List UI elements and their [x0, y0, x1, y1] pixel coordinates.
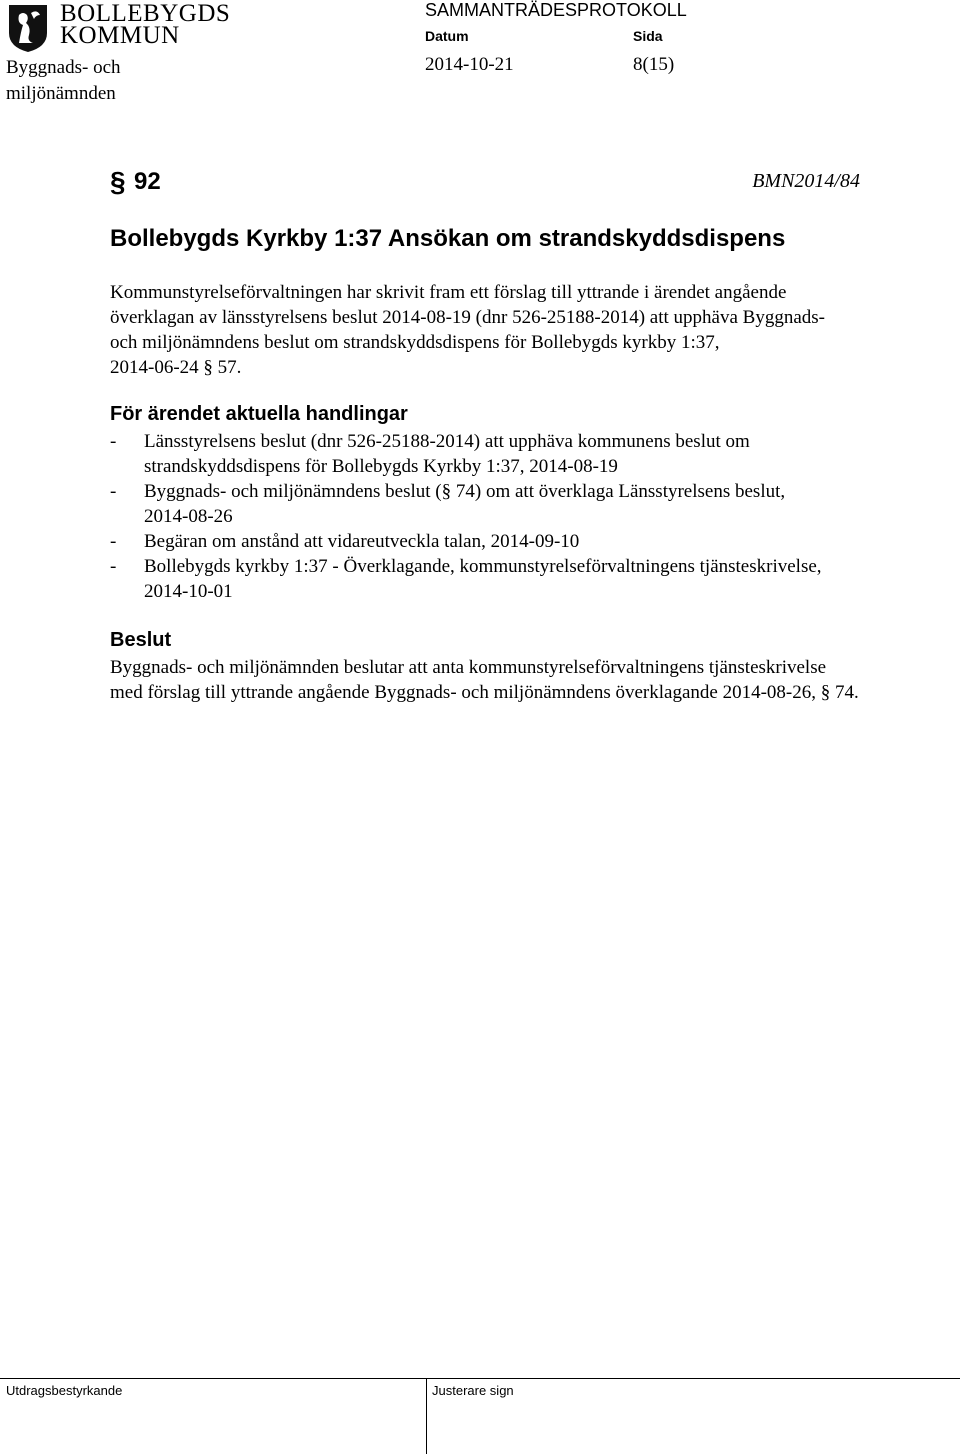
intro-line: överklagan av länsstyrelsens beslut 2014-08-19 (dnr 526-25188-2014) att upphäva Byggnads- [110, 307, 825, 328]
intro-line: och miljönämndens beslut om strandskyddsdispens för Bollebygds kyrkby 1:37, [110, 332, 720, 353]
case-number: BMN2014/84 [752, 170, 860, 192]
list-dash: - [110, 431, 117, 452]
list-item [110, 429, 930, 479]
date-label: Datum [425, 28, 469, 44]
intro-line: Kommunstyrelseförvaltningen har skrivit fram ett förslag till yttrande i ärendet angående [110, 282, 787, 303]
decision-line: med förslag till yttrande angående Byggnads- och miljönämndens överklagande 2014-08-26, § 74. [110, 682, 859, 703]
list-item-line: Begäran om anstånd att vidareutveckla talan, 2014-09-10 [144, 531, 580, 552]
list-item [110, 529, 930, 554]
list-item-line: 2014-08-26 [144, 506, 233, 527]
page-label: Sida [633, 28, 663, 44]
list-dash: - [110, 556, 117, 577]
paragraph-sign: § [110, 166, 126, 197]
brand-name-line2: KOMMUN [60, 22, 180, 49]
decision-line: Byggnads- och miljönämnden beslutar att anta kommunstyrelseförvaltningens tjänsteskrivelse [110, 657, 827, 678]
committee-name-line2: miljönämnden [6, 83, 116, 104]
list-dash: - [110, 531, 117, 552]
footer-column-divider [426, 1378, 427, 1454]
list-item [110, 479, 930, 529]
protocol-title: SAMMANTRÄDESPROTOKOLL [425, 0, 687, 20]
documents-list [110, 429, 930, 604]
list-dash: - [110, 481, 117, 502]
intro-line: 2014-06-24 § 57. [110, 357, 242, 378]
certification-label: Utdragsbestyrkande [6, 1383, 123, 1398]
page-value: 8(15) [633, 54, 675, 75]
list-item-line: 2014-10-01 [144, 581, 233, 602]
committee-name-line1: Byggnads- och [6, 57, 121, 78]
date-value: 2014-10-21 [425, 54, 514, 75]
list-item-line: strandskyddsdispens för Bollebygds Kyrkby 1:37, 2014-08-19 [144, 456, 618, 477]
decision-text [110, 655, 950, 705]
list-item-line: Byggnads- och miljönämndens beslut (§ 74) om att överklaga Länsstyrelsens beslut, [144, 481, 786, 502]
case-title: Bollebygds Kyrkby 1:37 Ansökan om strandskyddsdispens [110, 225, 786, 252]
intro-paragraph [110, 280, 890, 380]
decision-heading: Beslut [110, 629, 172, 651]
list-item-line: Bollebygds kyrkby 1:37 - Överklagande, kommunstyrelseförvaltningens tjänsteskrivelse, [144, 556, 822, 577]
paragraph-number: 92 [134, 168, 161, 195]
documents-heading: För ärendet aktuella handlingar [110, 403, 408, 425]
brand-name-line1: BOLLEBYGDS [60, 0, 231, 27]
footer-divider [0, 1378, 960, 1379]
adjuster-signature-label: Justerare sign [432, 1383, 514, 1398]
municipality-crest-logo [7, 3, 49, 53]
list-item [110, 554, 930, 604]
list-item-line: Länsstyrelsens beslut (dnr 526-25188-2014) att upphäva kommunens beslut om [144, 431, 750, 452]
paragraph-header [110, 166, 860, 200]
committee-name [6, 55, 121, 107]
